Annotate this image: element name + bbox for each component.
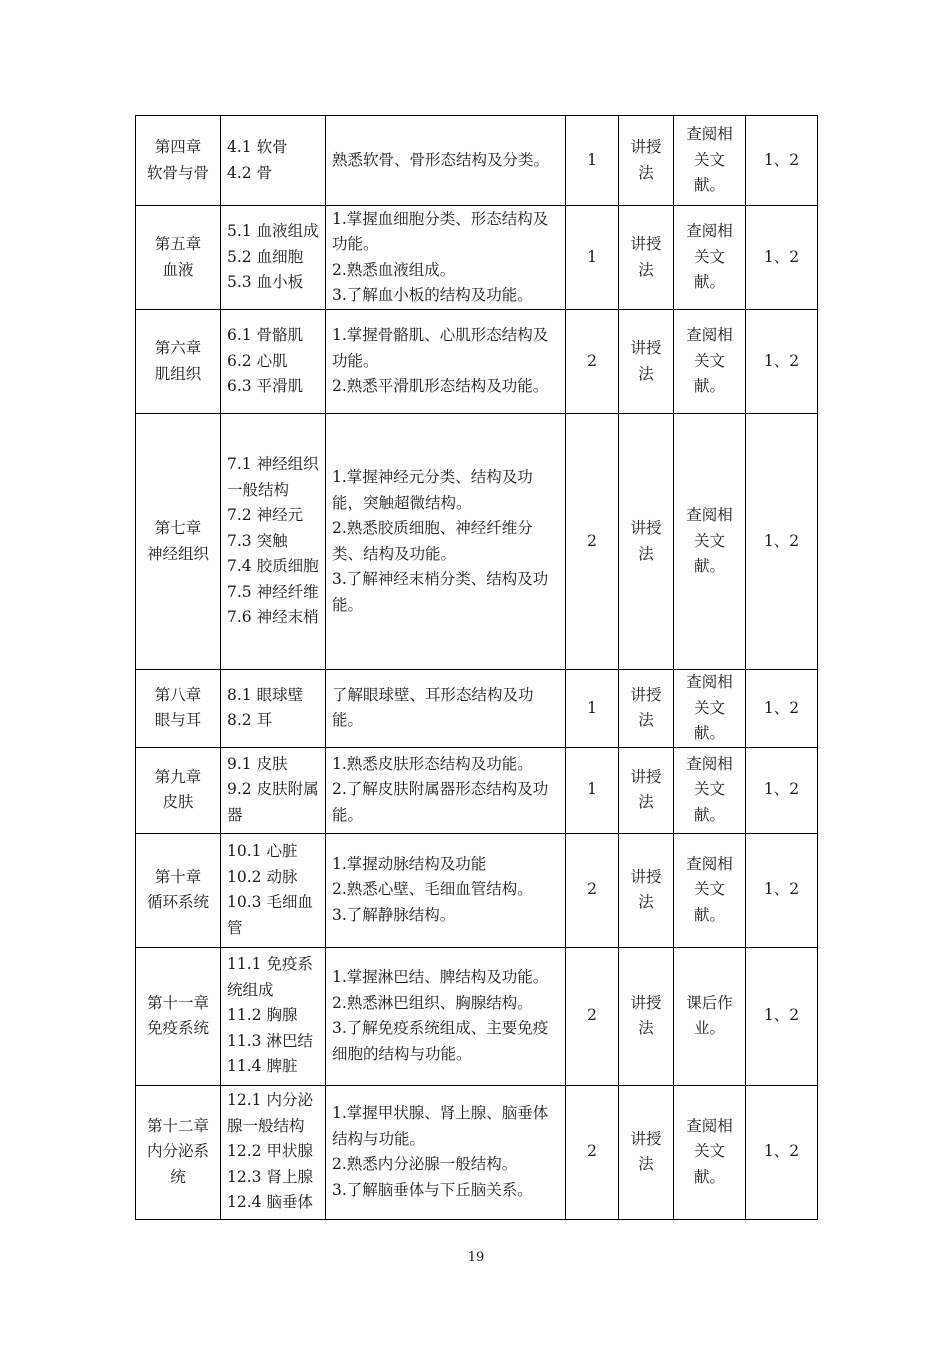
method-cell-line: 讲授 <box>630 339 662 357</box>
assignment-cell-line: 关文 <box>693 780 725 799</box>
requirements-cell-line: 2.熟悉血液组成。 <box>332 260 456 279</box>
requirements-cell <box>326 310 566 414</box>
method-cell-line: 讲授 <box>630 519 662 537</box>
requirements-cell-line: 3.了解脑垂体与下丘脑关系。 <box>332 1180 533 1199</box>
chapter-cell-line: 软骨与骨 <box>146 163 209 182</box>
assignment-cell-line: 查阅相 <box>686 222 733 241</box>
requirements-cell-line: 2.熟悉内分泌腺一般结构。 <box>332 1155 518 1173</box>
requirements-cell <box>326 116 566 206</box>
requirements-cell-line: 1.掌握动脉结构及功能 <box>332 854 487 873</box>
assignment-cell-line: 查阅相 <box>686 125 733 144</box>
assignment-cell-line: 关文 <box>693 1142 725 1161</box>
sections-cell-line: 4.2 骨 <box>227 163 273 182</box>
sections-cell <box>221 116 326 206</box>
method-cell <box>619 206 674 310</box>
hours-cell: 2 <box>566 414 619 670</box>
assignment-cell <box>674 116 746 206</box>
assignment-cell-line: 关文 <box>693 351 725 370</box>
table-row <box>136 947 818 1085</box>
assignment-cell-line: 查阅相 <box>686 506 733 525</box>
assignment-cell <box>674 833 746 947</box>
method-cell-line: 讲授 <box>630 685 662 704</box>
method-cell <box>619 747 674 833</box>
objectives-cell: 1、2 <box>746 670 818 748</box>
requirements-cell-line: 1.掌握血细胞分类、形态结构及功能。 <box>332 209 549 253</box>
method-cell-line: 讲授 <box>630 993 662 1012</box>
objectives-cell: 1、2 <box>746 116 818 206</box>
method-cell <box>619 116 674 206</box>
hours-cell: 2 <box>566 1085 619 1219</box>
sections-cell-line: 9.1 皮肤 <box>227 754 288 773</box>
table-row <box>136 833 818 947</box>
table-body <box>136 116 818 1220</box>
method-cell <box>619 833 674 947</box>
chapter-cell-line: 第十二章 <box>146 1116 209 1135</box>
chapter-cell <box>136 414 221 670</box>
chapter-cell-line: 循环系统 <box>146 893 209 911</box>
sections-cell-line: 10.2 动脉 <box>227 867 298 886</box>
requirements-cell-line: 3.了解免疫系统组成、主要免疫细胞的结构与功能。 <box>332 1019 549 1063</box>
hours-cell: 2 <box>566 833 619 947</box>
assignment-cell-line: 课后作 <box>686 993 733 1012</box>
sections-cell-line: 11.2 胸腺 <box>227 1006 298 1025</box>
assignment-cell-line: 献。 <box>693 724 725 742</box>
assignment-cell-line: 献。 <box>693 805 725 824</box>
objectives-cell: 1、2 <box>746 206 818 310</box>
method-cell-line: 讲授 <box>630 1129 662 1148</box>
sections-cell <box>221 206 326 310</box>
chapter-cell-line: 第八章 <box>154 685 202 704</box>
method-cell-line: 法 <box>638 793 654 811</box>
assignment-cell <box>674 670 746 748</box>
chapter-cell <box>136 206 221 310</box>
sections-cell-line: 12.1 内分泌腺一般结构 <box>227 1091 313 1135</box>
sections-cell <box>221 310 326 414</box>
requirements-cell <box>326 947 566 1085</box>
method-cell-line: 法 <box>638 163 654 182</box>
chapter-cell-line: 神经组织 <box>146 544 209 563</box>
method-cell <box>619 310 674 414</box>
requirements-cell <box>326 206 566 310</box>
requirements-cell-line: 1.熟悉皮肤形态结构及功能。 <box>332 754 533 773</box>
sections-cell-line: 6.2 心肌 <box>227 351 288 370</box>
requirements-cell-line: 1.掌握神经元分类、结构及功能，突触超微结构。 <box>332 468 533 512</box>
sections-cell-line: 8.2 耳 <box>227 711 273 730</box>
sections-cell-line: 10.1 心脏 <box>227 842 298 860</box>
method-cell-line: 法 <box>638 711 654 730</box>
method-cell <box>619 1085 674 1219</box>
objectives-cell: 1、2 <box>746 310 818 414</box>
sections-cell-line: 7.4 胶质细胞 <box>227 557 319 576</box>
assignment-cell <box>674 947 746 1085</box>
method-cell <box>619 947 674 1085</box>
assignment-cell-line: 查阅相 <box>686 1116 733 1135</box>
chapter-cell <box>136 116 221 206</box>
sections-cell <box>221 747 326 833</box>
hours-cell: 1 <box>566 116 619 206</box>
table-row <box>136 310 818 414</box>
assignment-cell-line: 查阅相 <box>686 754 733 773</box>
sections-cell-line: 7.1 神经组织一般结构 <box>227 455 319 499</box>
requirements-cell-line: 2.熟悉淋巴组织、胸腺结构。 <box>332 993 533 1012</box>
sections-cell-line: 5.2 血细胞 <box>227 247 304 266</box>
assignment-cell-line: 献。 <box>693 1167 725 1186</box>
method-cell-line: 法 <box>638 1019 654 1037</box>
objectives-cell: 1、2 <box>746 747 818 833</box>
assignment-cell <box>674 310 746 414</box>
assignment-cell-line: 查阅相 <box>686 854 733 873</box>
assignment-cell-line: 献。 <box>693 905 725 924</box>
assignment-cell-line: 关文 <box>693 531 725 550</box>
chapter-cell-line: 皮肤 <box>162 793 194 811</box>
hours-cell: 1 <box>566 670 619 748</box>
sections-cell <box>221 414 326 670</box>
sections-cell-line: 12.3 肾上腺 <box>227 1167 313 1186</box>
assignment-cell-line: 查阅相 <box>686 673 733 691</box>
hours-cell: 2 <box>566 310 619 414</box>
requirements-cell <box>326 833 566 947</box>
assignment-cell-line: 关文 <box>693 880 725 899</box>
sections-cell <box>221 947 326 1085</box>
chapter-cell <box>136 947 221 1085</box>
sections-cell-line: 10.3 毛细血管 <box>227 893 313 937</box>
method-cell-line: 讲授 <box>630 235 662 253</box>
table-row <box>136 116 818 206</box>
table-row <box>136 414 818 670</box>
hours-cell: 1 <box>566 747 619 833</box>
requirements-cell-line: 1.掌握骨骼肌、心肌形态结构及功能。 <box>332 326 549 370</box>
sections-cell-line: 12.4 脑垂体 <box>227 1193 313 1212</box>
sections-cell-line: 4.1 软骨 <box>227 138 288 156</box>
assignment-cell <box>674 206 746 310</box>
table-row <box>136 206 818 310</box>
hours-cell: 1 <box>566 206 619 310</box>
method-cell-line: 讲授 <box>630 138 662 156</box>
method-cell-line: 讲授 <box>630 767 662 786</box>
chapter-cell-line: 眼与耳 <box>154 711 202 730</box>
sections-cell-line: 12.2 甲状腺 <box>227 1142 313 1161</box>
assignment-cell-line: 献。 <box>693 557 725 576</box>
chapter-cell-line: 内分泌系 <box>146 1142 209 1161</box>
requirements-cell-line: 1.掌握淋巴结、脾结构及功能。 <box>332 968 549 986</box>
method-cell <box>619 414 674 670</box>
sections-cell-line: 8.1 眼球壁 <box>227 685 304 704</box>
table-row <box>136 1085 818 1219</box>
chapter-cell <box>136 1085 221 1219</box>
sections-cell-line: 7.5 神经纤维 <box>227 582 319 601</box>
requirements-cell-line: 2.熟悉平滑肌形态结构及功能。 <box>332 377 549 396</box>
sections-cell-line: 11.3 淋巴结 <box>227 1031 313 1050</box>
chapter-cell <box>136 747 221 833</box>
requirements-cell-line: 了解眼球壁、耳形态结构及功能。 <box>332 685 534 730</box>
assignment-cell-line: 献。 <box>693 176 725 195</box>
assignment-cell-line: 业。 <box>693 1019 725 1037</box>
chapter-cell <box>136 670 221 748</box>
chapter-cell-line: 第九章 <box>154 767 202 786</box>
chapter-cell-line: 第六章 <box>154 339 202 357</box>
objectives-cell: 1、2 <box>746 833 818 947</box>
sections-cell <box>221 833 326 947</box>
assignment-cell-line: 献。 <box>693 377 725 396</box>
requirements-cell-line: 3.了解血小板的结构及功能。 <box>332 286 533 304</box>
requirements-cell-line: 2.熟悉心壁、毛细血管结构。 <box>332 880 533 899</box>
method-cell <box>619 670 674 748</box>
method-cell-line: 法 <box>638 1155 654 1173</box>
sections-cell-line: 7.2 神经元 <box>227 506 304 525</box>
assignment-cell-line: 关文 <box>693 698 725 717</box>
requirements-cell <box>326 670 566 748</box>
page-number: 19 <box>467 1250 485 1265</box>
requirements-cell-line: 熟悉软骨、骨形态结构及分类。 <box>332 150 550 169</box>
chapter-cell <box>136 833 221 947</box>
method-cell-line: 法 <box>638 364 654 383</box>
chapter-cell-line: 免疫系统 <box>146 1019 209 1037</box>
table-row <box>136 747 818 833</box>
hours-cell: 2 <box>566 947 619 1085</box>
sections-cell-line: 11.1 免疫系统组成 <box>227 955 313 999</box>
requirements-cell-line: 3.了解静脉结构。 <box>332 905 456 924</box>
assignment-cell-line: 关文 <box>693 150 725 169</box>
requirements-cell-line: 3.了解神经末梢分类、结构及功能。 <box>332 570 549 614</box>
sections-cell-line: 7.6 神经末梢 <box>227 608 319 627</box>
chapter-cell-line: 第十一章 <box>146 993 209 1012</box>
sections-cell-line: 6.3 平滑肌 <box>227 377 304 396</box>
chapter-cell-line: 血液 <box>162 260 194 279</box>
table-row <box>136 670 818 748</box>
sections-cell-line: 11.4 脾脏 <box>227 1057 298 1076</box>
requirements-cell <box>326 1085 566 1219</box>
requirements-cell <box>326 414 566 670</box>
requirements-cell-line: 2.了解皮肤附属器形态结构及功能。 <box>332 780 549 824</box>
chapter-cell <box>136 310 221 414</box>
sections-cell-line: 9.2 皮肤附属器 <box>227 780 319 824</box>
sections-cell-line: 5.3 血小板 <box>227 273 304 292</box>
assignment-cell-line: 查阅相 <box>686 326 733 345</box>
sections-cell <box>221 1085 326 1219</box>
objectives-cell: 1、2 <box>746 1085 818 1219</box>
sections-cell <box>221 670 326 748</box>
chapter-cell-line: 第四章 <box>154 138 202 156</box>
chapter-cell-line: 肌组织 <box>154 364 202 383</box>
requirements-cell-line: 2.熟悉胶质细胞、神经纤维分类、结构及功能。 <box>332 519 533 563</box>
chapter-cell-line: 第十章 <box>154 867 202 886</box>
sections-cell-line: 6.1 骨骼肌 <box>227 326 304 345</box>
sections-cell-line: 7.3 突触 <box>227 531 288 550</box>
assignment-cell-line: 献。 <box>693 273 725 292</box>
assignment-cell <box>674 414 746 670</box>
method-cell-line: 法 <box>638 260 654 279</box>
method-cell-line: 讲授 <box>630 867 662 886</box>
objectives-cell: 1、2 <box>746 414 818 670</box>
method-cell-line: 法 <box>638 893 654 911</box>
method-cell-line: 法 <box>638 544 654 563</box>
objectives-cell: 1、2 <box>746 947 818 1085</box>
sections-cell-line: 5.1 血液组成 <box>227 222 319 241</box>
chapter-cell-line: 第七章 <box>154 519 202 537</box>
chapter-cell-line: 第五章 <box>154 235 202 253</box>
assignment-cell-line: 关文 <box>693 247 725 266</box>
requirements-cell-line: 1.掌握甲状腺、肾上腺、脑垂体结构与功能。 <box>332 1104 549 1148</box>
assignment-cell <box>674 1085 746 1219</box>
assignment-cell <box>674 747 746 833</box>
requirements-cell <box>326 747 566 833</box>
syllabus-table <box>135 115 818 1220</box>
chapter-cell-line: 统 <box>170 1167 186 1186</box>
